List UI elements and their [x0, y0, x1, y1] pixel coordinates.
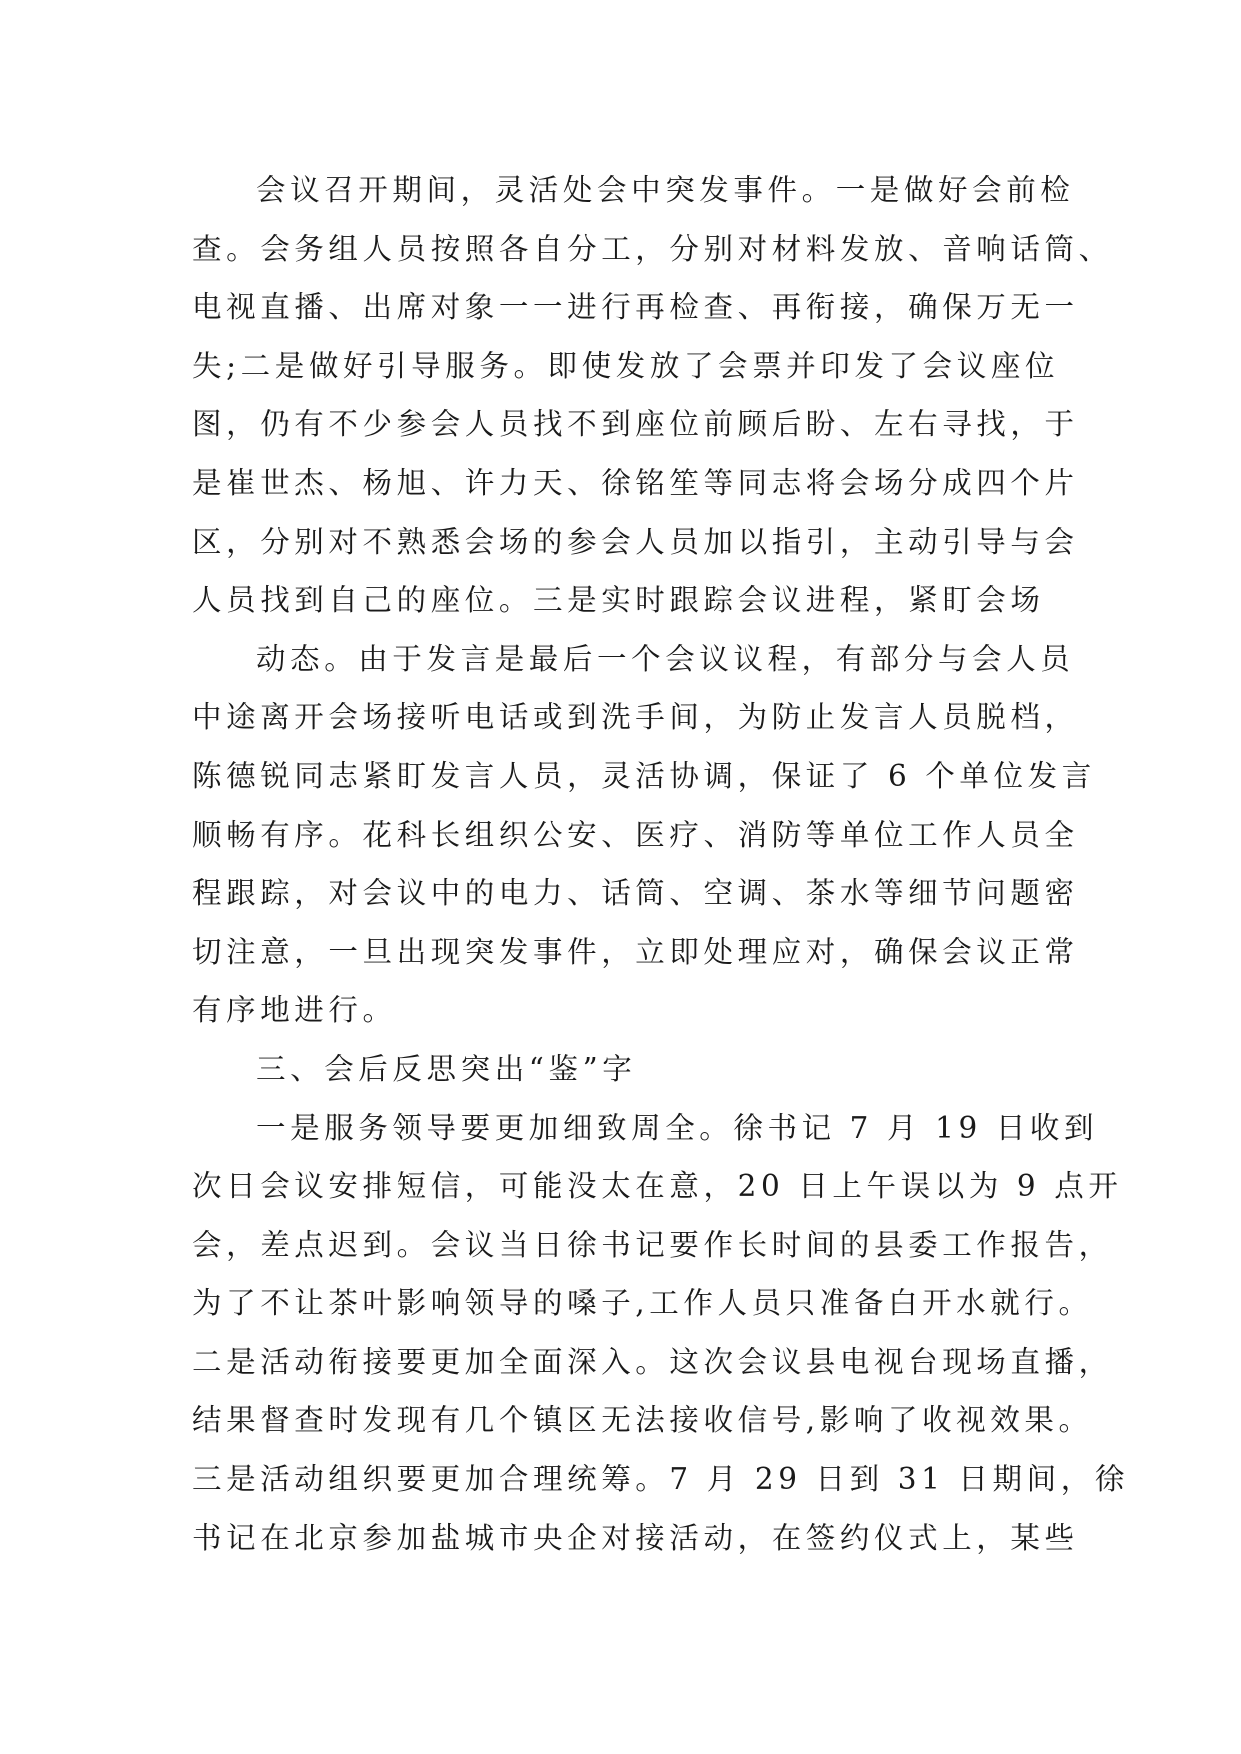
- text-line: 程跟踪，对会议中的电力、话筒、空调、茶水等细节问题密: [192, 876, 1079, 911]
- text-line: 书记在北京参加盐城市央企对接活动，在签约仪式上，某些: [192, 1520, 1079, 1555]
- text-line: 区，分别对不熟悉会场的参会人员加以指引，主动引导与会: [192, 524, 1079, 559]
- text-line: 为了不让茶叶影响领导的嗓子,工作人员只准备白开水就行。: [192, 1286, 1093, 1321]
- text-line: 有序地进行。: [192, 993, 397, 1028]
- text-line: 三是活动组织要更加合理统筹。7 月 29 日到 31 日期间，徐: [192, 1462, 1129, 1497]
- text-line: 切注意，一旦出现突发事件，立即处理应对，确保会议正常: [192, 934, 1079, 969]
- text-line: 人员找到自己的座位。三是实时跟踪会议进程，紧盯会场: [192, 583, 1045, 618]
- text-line: 图，仍有不少参会人员找不到座位前顾后盼、左右寻找，于: [192, 407, 1079, 442]
- text-line: 查。会务组人员按照各自分工，分别对材料发放、音响话筒、: [192, 231, 1113, 266]
- text-line: 电视直播、出席对象一一进行再检查、再衔接，确保万无一: [192, 290, 1079, 325]
- text-line: 会，差点迟到。会议当日徐书记要作长时间的县委工作报告，: [192, 1227, 1113, 1262]
- text-line: 次日会议安排短信，可能没太在意，20 日上午误以为 9 点开: [192, 1169, 1123, 1204]
- text-line: 顺畅有序。花科长组织公安、医疗、消防等单位工作人员全: [192, 817, 1079, 852]
- section-heading: 三、会后反思突出“鉴”字: [256, 1051, 637, 1086]
- text-line: 动态。由于发言是最后一个会议议程，有部分与会人员: [256, 641, 1075, 676]
- body-text: [192, 161, 1129, 1567]
- text-line: 中途离开会场接听电话或到洗手间，为防止发言人员脱档，: [192, 700, 1079, 735]
- text-line: 会议召开期间，灵活处会中突发事件。一是做好会前检: [256, 173, 1075, 207]
- text-line: 陈德锐同志紧盯发言人员，灵活协调，保证了 6 个单位发言: [192, 758, 1096, 793]
- text-line: 一是服务领导要更加细致周全。徐书记 7 月 19 日收到: [256, 1110, 1099, 1145]
- text-line: 失;二是做好引导服务。即使发放了会票并印发了会议座位: [192, 348, 1060, 383]
- text-line: 是崔世杰、杨旭、许力天、徐铭笙等同志将会场分成四个片: [192, 465, 1079, 500]
- text-line: 二是活动衔接要更加全面深入。这次会议县电视台现场直播，: [192, 1344, 1113, 1379]
- text-line: 结果督查时发现有几个镇区无法接收信号,影响了收视效果。: [192, 1403, 1093, 1438]
